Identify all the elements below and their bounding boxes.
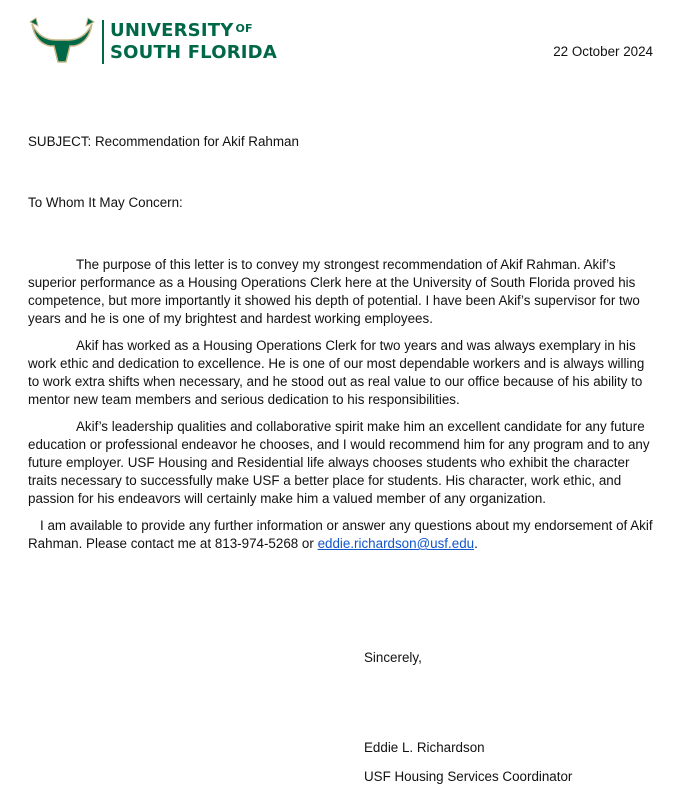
valediction: Sincerely, [364, 650, 422, 665]
email-link[interactable]: eddie.richardson@usf.edu [317, 536, 475, 551]
signer-title: USF Housing Services Coordinator [364, 769, 573, 784]
subject-line: SUBJECT: Recommendation for Akif Rahman [28, 134, 299, 149]
contact-paragraph [28, 517, 658, 553]
salutation: To Whom It May Concern: [28, 195, 183, 210]
body-paragraph: Akif’s leadership qualities and collaborative spirit make him an excellent candidate for any future education or professional endeavor he chooses, and I would recommend him for any program and to any future employer. USF Housing and Residential life always chooses students who exhibit the character traits necessary to successfully make USF a better place for students. His character, work ethic, and passion for his endeavors will certainly make him a valued member of any organization. [28, 419, 650, 506]
bull-horns-icon [28, 16, 96, 68]
logo-south-florida: SOUTH FLORIDA [110, 42, 277, 63]
contact-text: I am available to provide any further information or answer any questions about my endorsement of Akif Rahman. Please contact me at 813-974-5268 or [28, 518, 653, 551]
letter-date: 22 October 2024 [553, 44, 653, 59]
logo-of: OF [235, 22, 253, 35]
body-paragraph: Akif has worked as a Housing Operations Clerk for two years and was always exemplary in his work ethic and dedication to excellence. He is one of our most dependable workers and is always willing to work extra shifts when necessary, and he stood out as real value to our office because of his ability to mentor new team members and serious dedication to his responsibilities. [28, 338, 645, 407]
contact-end: . [474, 536, 478, 551]
signer-name: Eddie L. Richardson [364, 740, 485, 755]
logo-university: UNIVERSITY [110, 20, 234, 41]
body-paragraph: The purpose of this letter is to convey my strongest recommendation of Akif Rahman. Akif’s superior performance as a Housing Operations Clerk here at the University of South Florida proved his competence, but more importantly it showed his depth of potential. I have been Akif’s supervisor for two years and he is one of my brightest and hardest working employees. [28, 257, 640, 326]
logo-divider [102, 20, 104, 64]
signature-block [364, 648, 572, 787]
logo-wordmark [110, 20, 277, 64]
usf-logo [28, 16, 277, 68]
letter-body [28, 256, 658, 562]
